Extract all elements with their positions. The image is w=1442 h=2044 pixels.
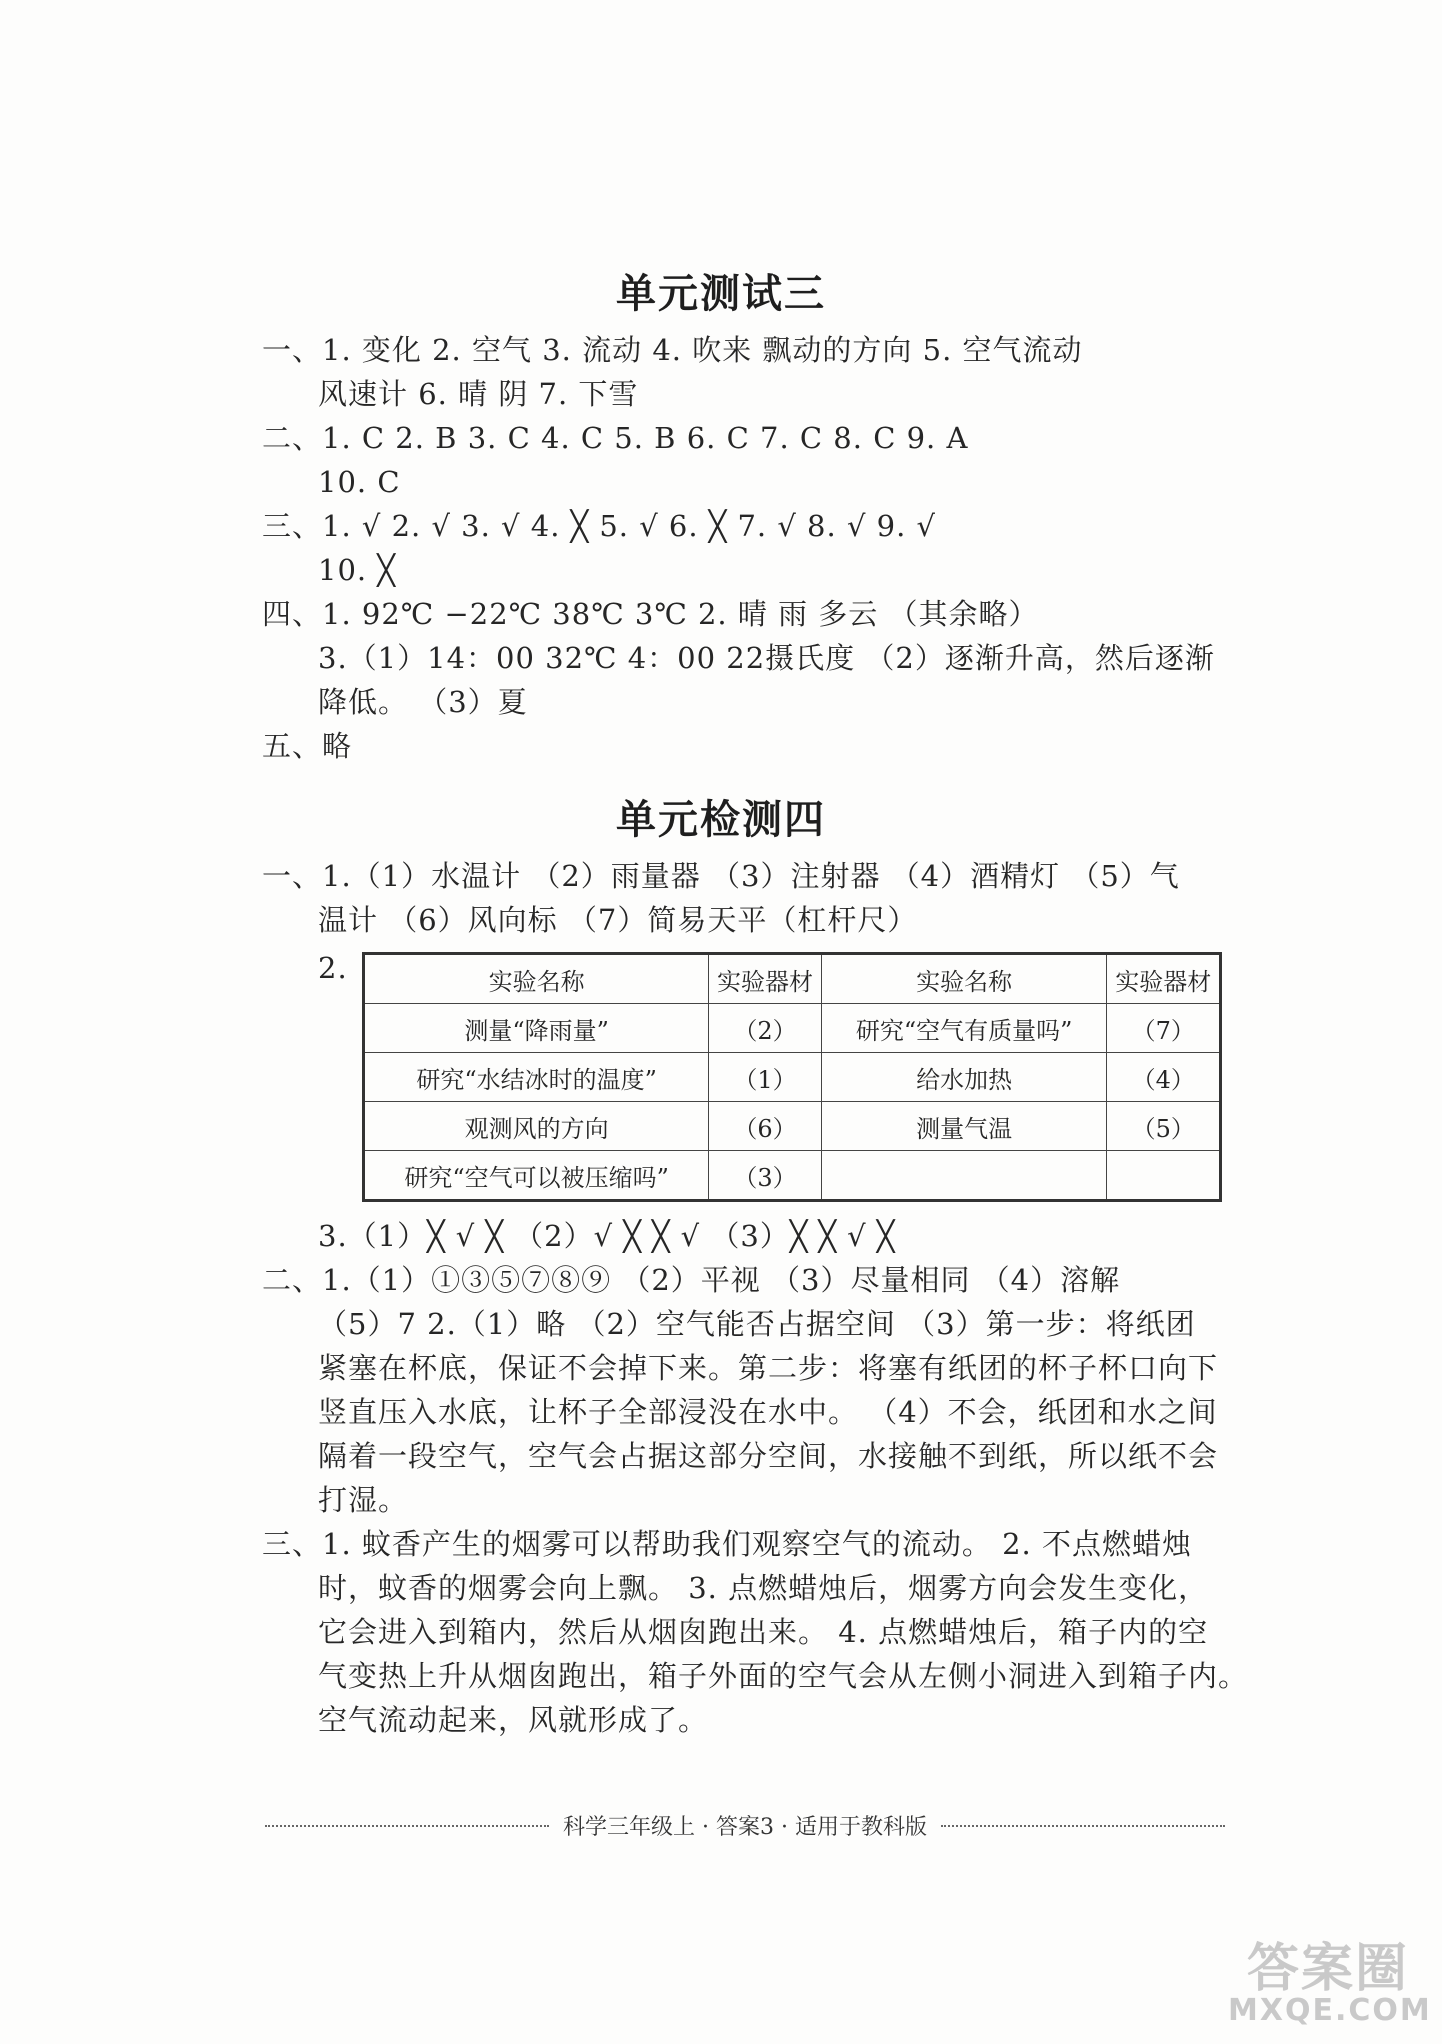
s4-q2-line3: 紧塞在杯底，保证不会掉下来。第二步：将塞有纸团的杯子杯口向下	[318, 1351, 1219, 1385]
s3-q2-line1: 二、1. C 2. B 3. C 4. C 5. B 6. C 7. C 8. C 9. A	[262, 421, 969, 455]
table-cell: （4）	[1107, 1053, 1221, 1102]
table-cell: 研究“空气有质量吗”	[821, 1004, 1107, 1053]
s4-q2-line5: 隔着一段空气，空气会占据这部分空间，水接触不到纸，所以纸不会	[318, 1439, 1219, 1473]
table-header-row	[364, 954, 1221, 1004]
table-row	[364, 1151, 1221, 1201]
watermark-logo	[1228, 1926, 1432, 2036]
s4-q2-line1: 二、1.（1）①③⑤⑦⑧⑨ （2）平视 （3）尽量相同 （4）溶解	[262, 1263, 1121, 1297]
s4-q2-line6: 打湿。	[318, 1483, 409, 1517]
table-header: 实验器材	[709, 954, 822, 1004]
s4-q1-line1: 一、1.（1）水温计 （2）雨量器 （3）注射器 （4）酒精灯 （5）气	[262, 859, 1180, 893]
s4-q3-line3: 它会进入到箱内，然后从烟囱跑出来。 4. 点燃蜡烛后，箱子内的空	[318, 1615, 1209, 1649]
s3-q3-line1: 三、1. √ 2. √ 3. √ 4. ╳ 5. √ 6. ╳ 7. √ 8. √ 9. √	[262, 509, 937, 543]
s4-q3-line4: 气变热上升从烟囱跑出，箱子外面的空气会从左侧小洞进入到箱子内。	[318, 1659, 1249, 1693]
s4-q3-line1: 三、1. 蚊香产生的烟雾可以帮助我们观察空气的流动。 2. 不点燃蜡烛	[262, 1527, 1192, 1561]
table-cell: 研究“空气可以被压缩吗”	[364, 1151, 709, 1201]
table-cell: （7）	[1107, 1004, 1221, 1053]
s3-q4-line1: 四、1. 92℃ −22℃ 38℃ 3℃ 2. 晴 雨 多云 （其余略）	[262, 597, 1039, 631]
s4-q1-line2: 温计 （6）风向标 （7）简易天平（杠杆尺）	[318, 903, 918, 937]
section4-title: 单元检测四	[616, 797, 826, 843]
watermark-url: MXQE.COM	[1228, 1993, 1432, 2028]
table-row	[364, 1053, 1221, 1102]
table-row	[364, 1004, 1221, 1053]
s4-q1-2-label: 2.	[318, 951, 348, 985]
table-cell: 研究“水结冰时的温度”	[364, 1053, 709, 1102]
s3-q4-line2: 3.（1）14：00 32℃ 4：00 22摄氏度 （2）逐渐升高，然后逐渐	[318, 641, 1215, 675]
table-cell: 测量“降雨量”	[364, 1004, 709, 1053]
table-cell	[1107, 1151, 1221, 1201]
equipment-table	[362, 952, 1222, 1202]
footer-dots-left	[265, 1825, 549, 1827]
table-cell: （5）	[1107, 1102, 1221, 1151]
table-header: 实验名称	[821, 954, 1107, 1004]
table-cell	[821, 1151, 1107, 1201]
table-cell: （6）	[709, 1102, 822, 1151]
footer-text: 科学三年级上 · 答案3 · 适用于教科版	[563, 1815, 927, 1840]
table-header: 实验名称	[364, 954, 709, 1004]
s3-q1-line1: 一、1. 变化 2. 空气 3. 流动 4. 吹来 飘动的方向 5. 空气流动	[262, 333, 1083, 367]
section3-title: 单元测试三	[616, 271, 826, 317]
s3-q5: 五、略	[262, 729, 353, 763]
table-cell: 测量气温	[821, 1102, 1107, 1151]
watermark-big-text: 答案圈	[1246, 1939, 1409, 1999]
table-header: 实验器材	[1107, 954, 1221, 1004]
s3-q2-line2: 10. C	[318, 465, 401, 499]
s4-q3-line2: 时，蚊香的烟雾会向上飘。 3. 点燃蜡烛后，烟雾方向会发生变化，	[318, 1571, 1209, 1605]
table-cell: （3）	[709, 1151, 822, 1201]
s3-q3-line2: 10. ╳	[318, 553, 396, 587]
page-footer	[265, 1810, 1225, 1841]
s4-q3-line5: 空气流动起来，风就形成了。	[318, 1703, 709, 1737]
table-cell: 给水加热	[821, 1053, 1107, 1102]
s3-q1-line2: 风速计 6. 晴 阴 7. 下雪	[318, 377, 639, 411]
table-row	[364, 1102, 1221, 1151]
s4-q2-line2: （5）7 2.（1）略 （2）空气能否占据空间 （3）第一步：将纸团	[318, 1307, 1196, 1341]
s4-q2-line4: 竖直压入水底，让杯子全部浸没在水中。 （4）不会，纸团和水之间	[318, 1395, 1218, 1429]
table-cell: （2）	[709, 1004, 822, 1053]
table-cell: （1）	[709, 1053, 822, 1102]
footer-dots-right	[941, 1825, 1225, 1827]
s4-q1-3: 3.（1）╳ √ ╳ （2）√ ╳ ╳ √ （3）╳ ╳ √ ╳	[318, 1219, 896, 1253]
s3-q4-line3: 降低。 （3）夏	[318, 685, 528, 719]
table-cell: 观测风的方向	[364, 1102, 709, 1151]
